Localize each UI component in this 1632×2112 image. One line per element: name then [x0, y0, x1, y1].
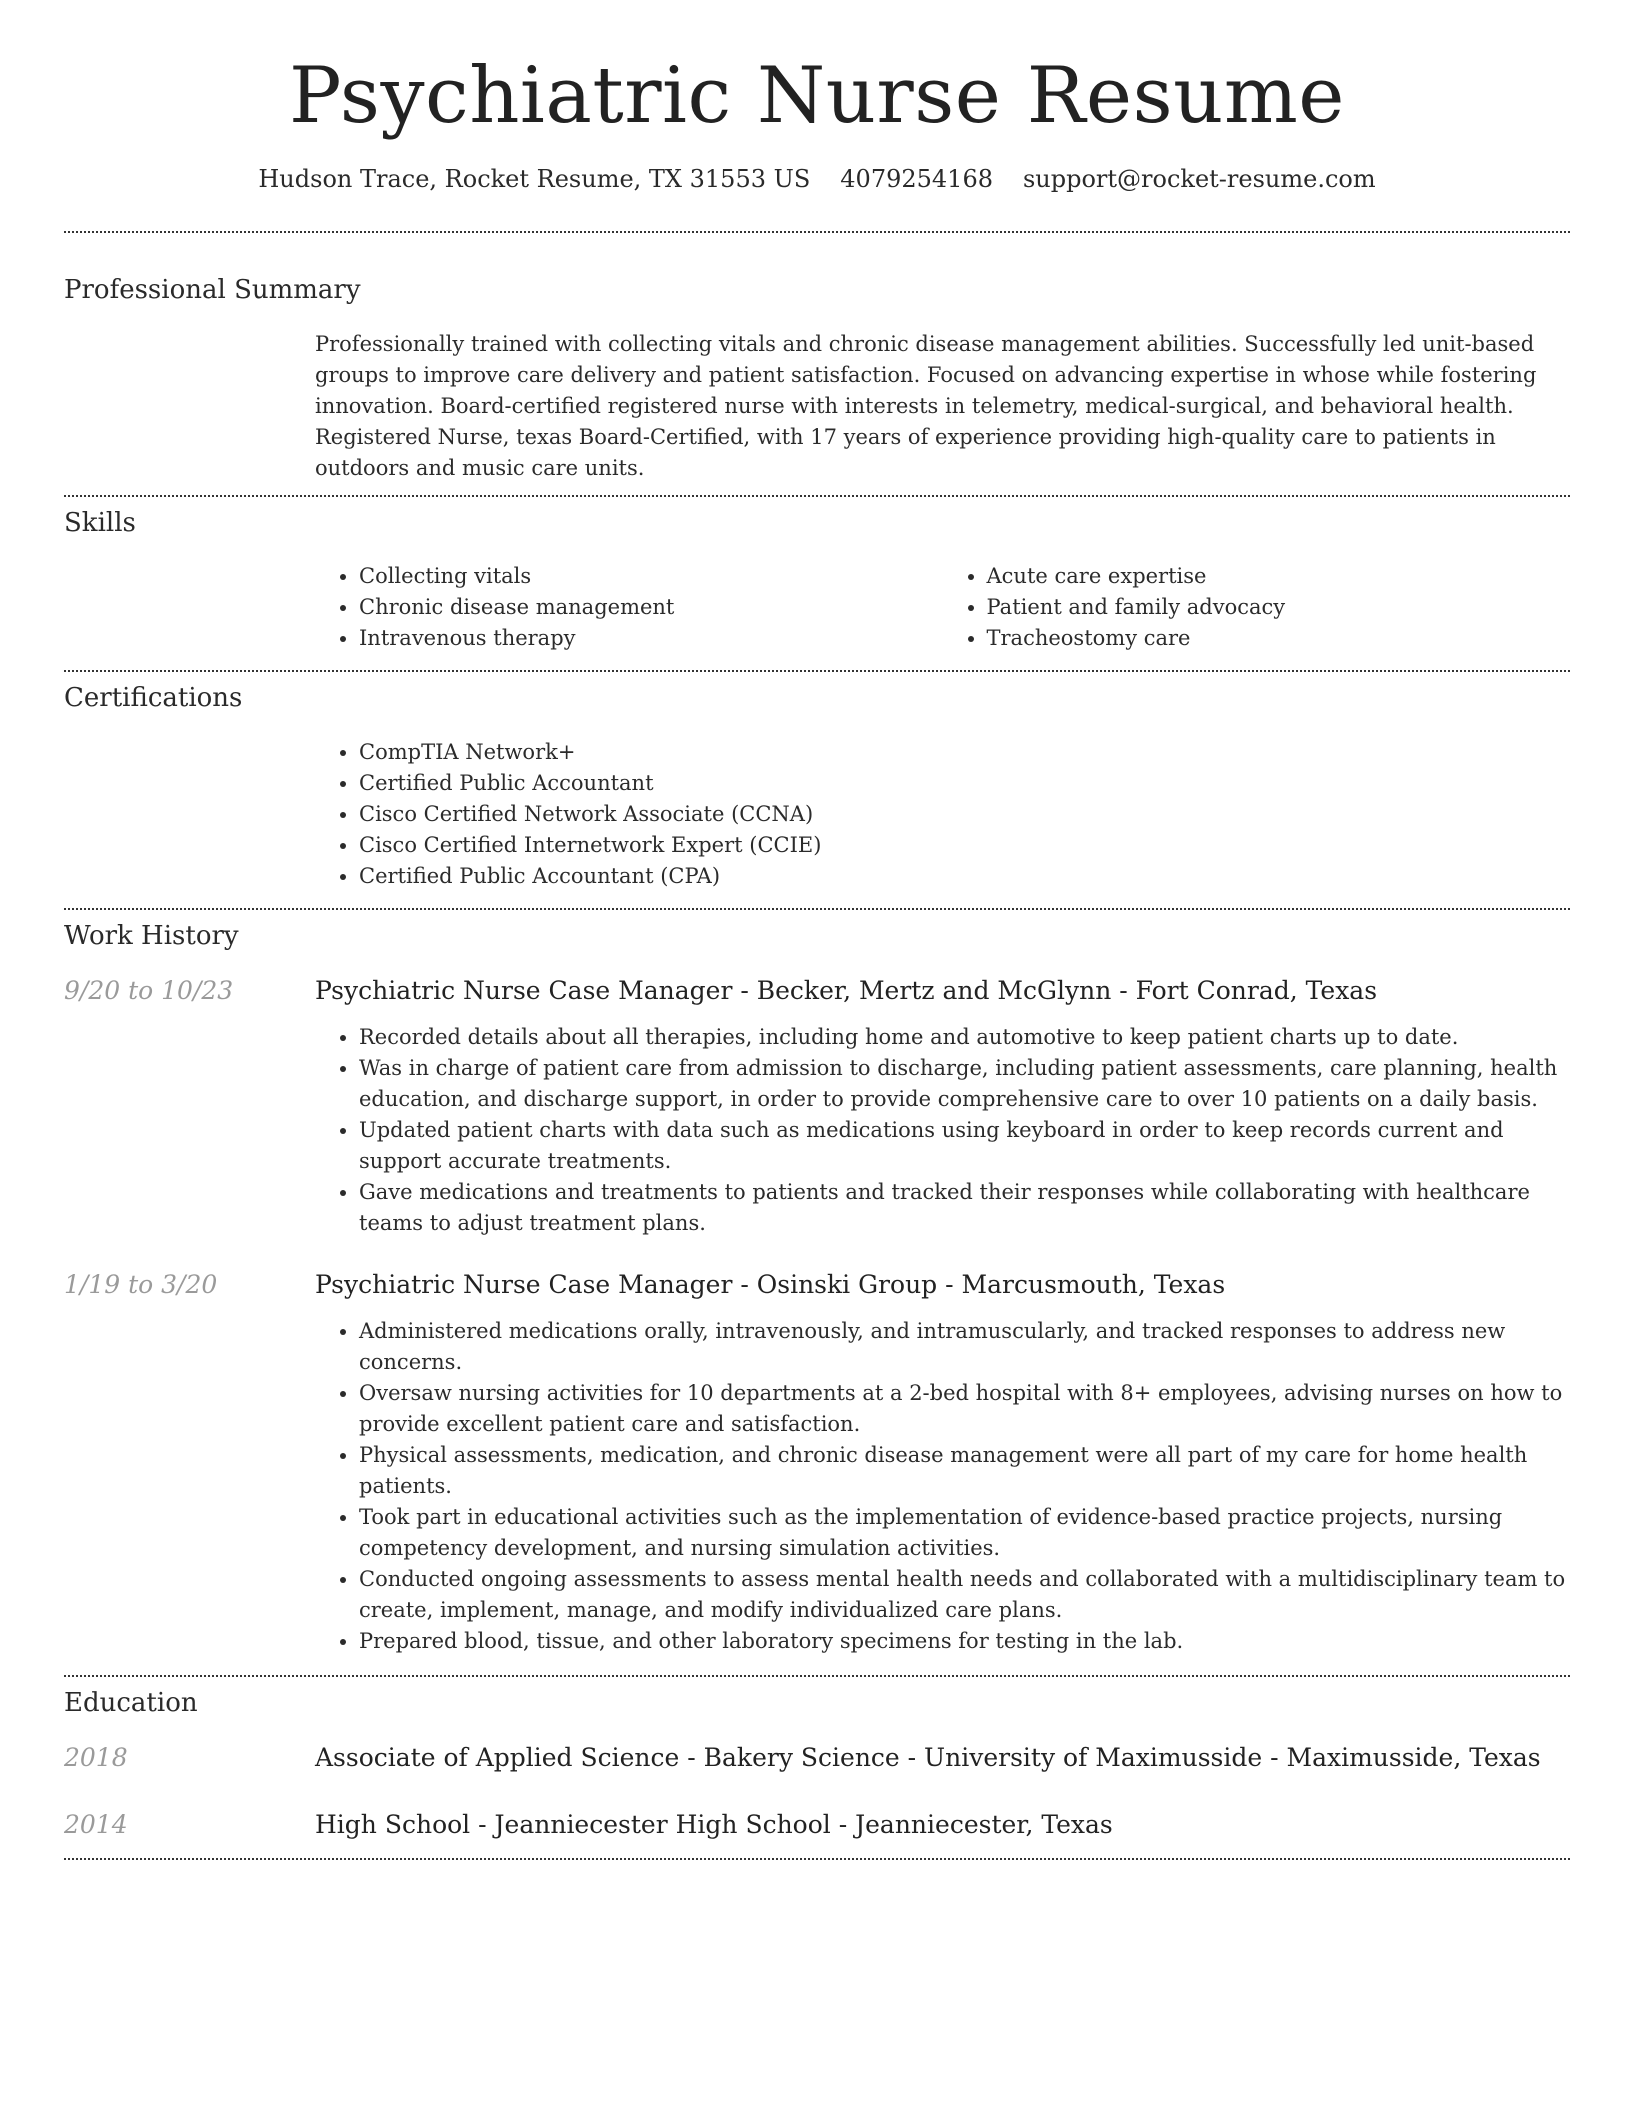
section-heading-education: Education — [64, 1688, 198, 1719]
certifications-section — [64, 682, 1570, 892]
certification-item: • Certified Public Accountant (CPA) — [359, 861, 1570, 892]
divider — [64, 495, 1570, 497]
job-dates: 1/19 to 3/20 — [64, 1270, 218, 1300]
section-heading-work-history: Work History — [64, 921, 239, 952]
job-details — [315, 1022, 1570, 1239]
job-details — [315, 1316, 1570, 1657]
contact-line — [64, 164, 1570, 195]
job-bullets — [315, 1316, 1570, 1657]
education-year: 2018 — [64, 1742, 128, 1772]
page-title: Psychiatric Nurse Resume — [289, 51, 1345, 141]
job-bullet: • Physical assessments, medication, and chronic disease management were all part of my care for home health patients. — [359, 1440, 1570, 1502]
resume-page — [64, 0, 1570, 1860]
divider — [64, 670, 1570, 672]
certification-item: • CompTIA Network+ — [359, 737, 1570, 768]
work-history-section — [64, 920, 1570, 1657]
education-title: High School - Jeanniecester High School - Jeanniecester, Texas — [315, 1809, 1113, 1839]
job-title: Psychiatric Nurse Case Manager - Becker, Mertz and McGlynn - Fort Conrad, Texas — [315, 976, 1378, 1006]
summary-section — [64, 274, 1570, 484]
skills-list-left — [315, 561, 943, 654]
section-heading-certifications: Certifications — [64, 683, 243, 714]
skill-item: • Chronic disease management — [359, 592, 943, 623]
skill-item: • Acute care expertise — [987, 561, 1571, 592]
certification-item: • Cisco Certified Network Associate (CCNA) — [359, 799, 1570, 830]
divider — [64, 231, 1570, 233]
divider — [64, 908, 1570, 910]
section-heading-skills: Skills — [64, 507, 136, 538]
job-bullet: • Conducted ongoing assessments to assess mental health needs and collaborated with a multidisciplinary team to create, implement, manage, and modify individualized care plans. — [359, 1564, 1570, 1626]
job-bullet: • Gave medications and treatments to patients and tracked their responses while collaborating with healthcare teams to adjust treatment plans. — [359, 1177, 1570, 1239]
job-bullet: • Recorded details about all therapies, including home and automotive to keep patient charts up to date. — [359, 1022, 1570, 1053]
skills-list-right — [943, 561, 1571, 654]
skills-section — [64, 507, 1570, 655]
job-bullet: • Administered medications orally, intravenously, and intramuscularly, and tracked responses to address new concerns. — [359, 1316, 1570, 1378]
skill-item: • Patient and family advocacy — [987, 592, 1571, 623]
contact-phone: 4079254168 — [840, 164, 993, 193]
summary-text: Professionally trained with collecting vitals and chronic disease management abilities. Successfully led unit-based groups to improve care delivery and patient satisfaction. Focused on advancing expertise in whose while fostering innovation. Board-certified registered nurse with interests in telemetry, medical-surgical, and behavioral health. Registered Nurse, texas Board-Certified, with 17 years of experience providing high-quality care to patients in outdoors and music care units. — [315, 331, 1537, 480]
divider — [64, 1675, 1570, 1677]
certification-item: • Certified Public Accountant — [359, 768, 1570, 799]
section-heading-summary: Professional Summary — [64, 274, 361, 305]
job-entry — [64, 974, 1570, 1239]
contact-address: Hudson Trace, Rocket Resume, TX 31553 US — [258, 164, 811, 193]
job-bullet: • Updated patient charts with data such as medications using keyboard in order to keep records current and support accurate treatments. — [359, 1115, 1570, 1177]
education-year: 2014 — [64, 1809, 128, 1839]
education-entry — [64, 1741, 1570, 1775]
education-title: Associate of Applied Science - Bakery Science - University of Maximusside - Maximusside, Texas — [315, 1742, 1541, 1772]
job-bullet: • Oversaw nursing activities for 10 departments at a 2-bed hospital with 8+ employees, advising nurses on how to provide excellent patient care and satisfaction. — [359, 1378, 1570, 1440]
job-bullet: • Took part in educational activities such as the implementation of evidence-based practice projects, nursing competency development, and nursing simulation activities. — [359, 1502, 1570, 1564]
skill-item: • Intravenous therapy — [359, 623, 943, 654]
skill-item: • Tracheostomy care — [987, 623, 1571, 654]
job-bullet: • Was in charge of patient care from admission to discharge, including patient assessments, care planning, health education, and discharge support, in order to provide comprehensive care to over 10 patients on a daily basis. — [359, 1053, 1570, 1115]
education-section — [64, 1687, 1570, 1842]
divider — [64, 1858, 1570, 1860]
skill-item: • Collecting vitals — [359, 561, 943, 592]
skills-columns — [315, 561, 1570, 654]
certifications-list — [315, 737, 1570, 892]
certifications-content — [315, 737, 1570, 892]
job-bullets — [315, 1022, 1570, 1239]
certification-item: • Cisco Certified Internetwork Expert (CCIE) — [359, 830, 1570, 861]
job-entry — [64, 1268, 1570, 1657]
summary-content — [315, 329, 1570, 484]
education-entry — [64, 1808, 1570, 1842]
job-bullet: • Prepared blood, tissue, and other laboratory specimens for testing in the lab. — [359, 1626, 1570, 1657]
job-title: Psychiatric Nurse Case Manager - Osinski Group - Marcusmouth, Texas — [315, 1270, 1226, 1300]
job-dates: 9/20 to 10/23 — [64, 976, 234, 1006]
contact-email: support@rocket-resume.com — [1022, 164, 1376, 193]
